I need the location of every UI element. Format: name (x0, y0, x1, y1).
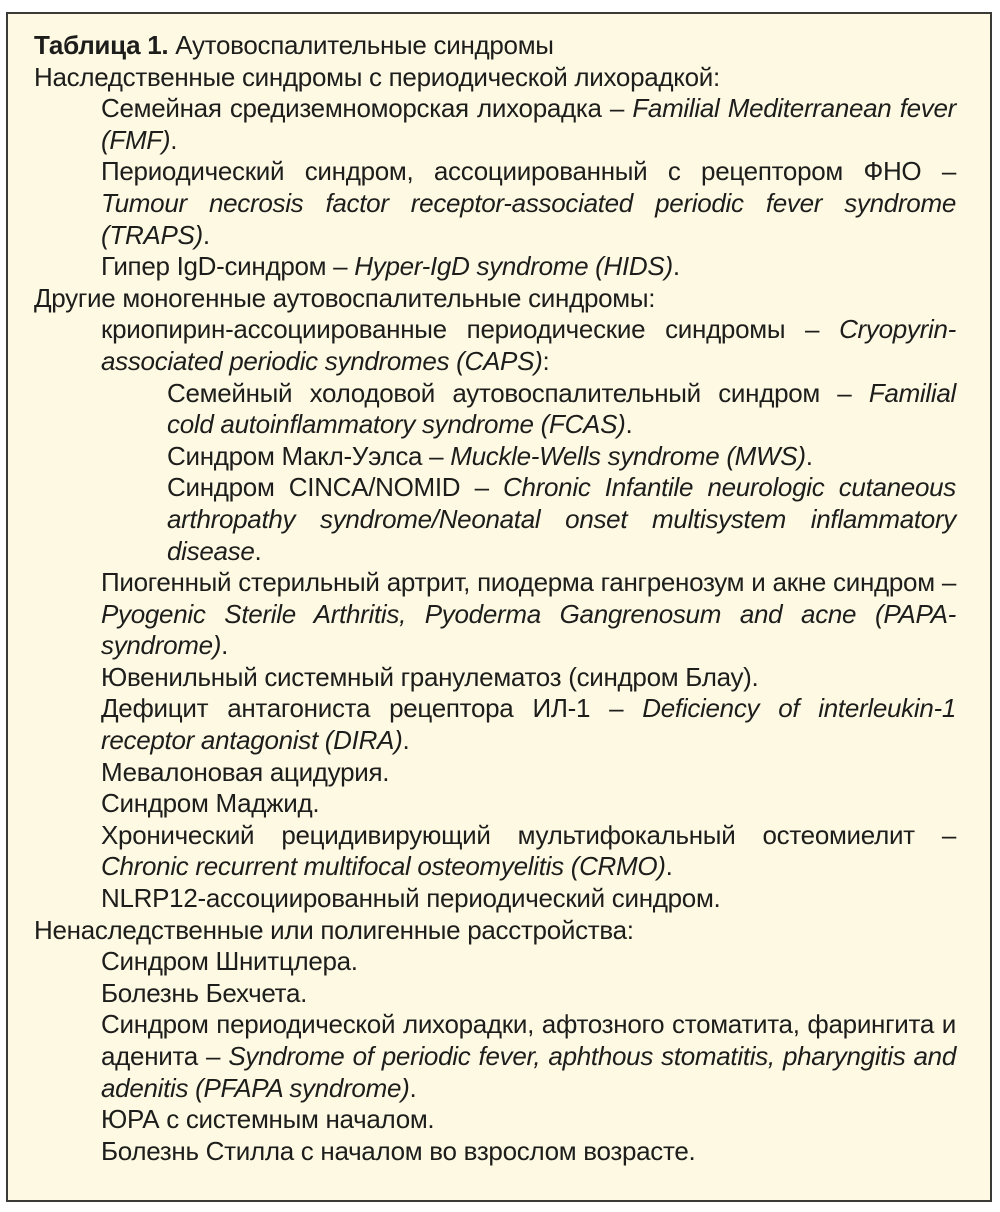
item-ru: Мевалоновая ацидурия. (101, 756, 390, 787)
item-ru: Гипер IgD-синдром – (101, 251, 348, 282)
item-en: Deficiency of interleukin-1 receptor antagonist (DIRA) (101, 693, 957, 756)
item-ru: Семейная средиземноморская лихорадка – (101, 93, 625, 124)
list-item (34, 662, 956, 694)
item-end: . (625, 409, 633, 440)
list-item (34, 820, 956, 883)
list-item (34, 93, 956, 156)
item-en: Chronic recurrent multifocal osteomyelitis (CRMO) (101, 851, 666, 882)
item-end: . (202, 219, 210, 250)
item-end: . (672, 251, 680, 282)
item-ru: Синдром периодической лихорадки, афтозного стоматита, фарингита и аденита – (101, 1009, 956, 1071)
section-heading: Ненаследственные или полигенные расстройства: (34, 914, 634, 945)
item-en: Familial cold autoinflammatory syndrome (FCAS) (167, 377, 956, 440)
list-item (34, 788, 956, 820)
list-item (34, 1009, 956, 1104)
list-item (34, 156, 956, 251)
section-heading: Наследственные синдромы с периодической лихорадкой: (34, 61, 720, 92)
item-end: . (402, 725, 410, 756)
item-end: : (542, 345, 550, 376)
item-ru: Дефицит антагониста рецептора ИЛ-1 – (101, 693, 624, 724)
list-item (34, 946, 956, 978)
sub-list-item (34, 378, 956, 441)
item-ru: ЮРА с системным началом. (101, 1104, 435, 1135)
item-ru: криопирин-ассоциированные периодические синдромы – (101, 314, 820, 345)
item-ru: Хронический рецидивирующий мультифокальный остеомиелит – (101, 819, 956, 850)
list-item (34, 251, 956, 283)
item-en: Tumour necrosis factor receptor-associated periodic fever syndrome (TRAPS) (101, 187, 956, 250)
item-ru: Синдром Макл-Уэлса – (167, 440, 444, 471)
item-ru: Пиогенный стерильный артрит, пиодерма гангренозум и акне синдром – (101, 567, 956, 598)
sub-list-item (34, 441, 956, 473)
table-title-label: Таблица 1. (34, 30, 169, 60)
list-item (34, 1104, 956, 1136)
list-item (34, 567, 956, 662)
table-title-text: Аутовоспалительные синдромы (175, 30, 554, 60)
table-title (34, 30, 956, 62)
table-box (6, 12, 992, 1202)
item-en: Syndrome of periodic fever, aphthous stomatitis, pharyngitis and adenitis (PFAPA syndrome) (101, 1041, 956, 1103)
item-ru: Болезнь Бехчета. (101, 977, 308, 1008)
list-item (34, 757, 956, 789)
section-heading: Другие моногенные аутовоспалительные синдромы: (34, 282, 656, 313)
item-ru: Семейный холодовой аутовоспалительный синдром – (167, 377, 852, 408)
item-ru: Ювенильный системный гранулематоз (синдром Блау). (101, 661, 759, 692)
list-item (34, 693, 956, 756)
item-end: . (254, 535, 262, 566)
item-en: Chronic Infantile neurologic cutaneous arthropathy syndrome/Neonatal onset multisystem inflammatory disease (167, 472, 956, 566)
item-ru: Синдром CINCA/NOMID – (167, 472, 489, 503)
item-ru: Болезнь Стилла с началом во взрослом возрасте. (101, 1135, 696, 1166)
list-item (34, 1136, 956, 1168)
list-item (34, 314, 956, 377)
item-ru: NLRP12-ассоциированный периодический синдром. (101, 883, 721, 914)
item-ru: Периодический синдром, ассоциированный с рецептором ФНО – (101, 156, 956, 187)
item-end: . (170, 124, 178, 155)
item-ru: Синдром Шнитцлера. (101, 946, 358, 977)
item-en: Pyogenic Sterile Arthritis, Pyoderma Gangrenosum and acne (PAPA-syndrome) (101, 598, 956, 661)
item-end: . (805, 440, 813, 471)
sub-list-item (34, 472, 956, 567)
item-end: . (221, 630, 229, 661)
item-ru: Синдром Маджид. (101, 788, 320, 819)
list-item (34, 883, 956, 915)
item-en: Familial Mediterranean fever (FMF) (101, 93, 956, 155)
item-end: . (665, 851, 673, 882)
item-en: Cryopyrin-associated periodic syndromes (CAPS) (101, 314, 956, 376)
list-item (34, 978, 956, 1010)
item-en: Hyper-IgD syndrome (HIDS) (354, 251, 673, 282)
item-end: . (409, 1072, 417, 1103)
item-en: Muckle-Wells syndrome (MWS) (450, 440, 806, 471)
